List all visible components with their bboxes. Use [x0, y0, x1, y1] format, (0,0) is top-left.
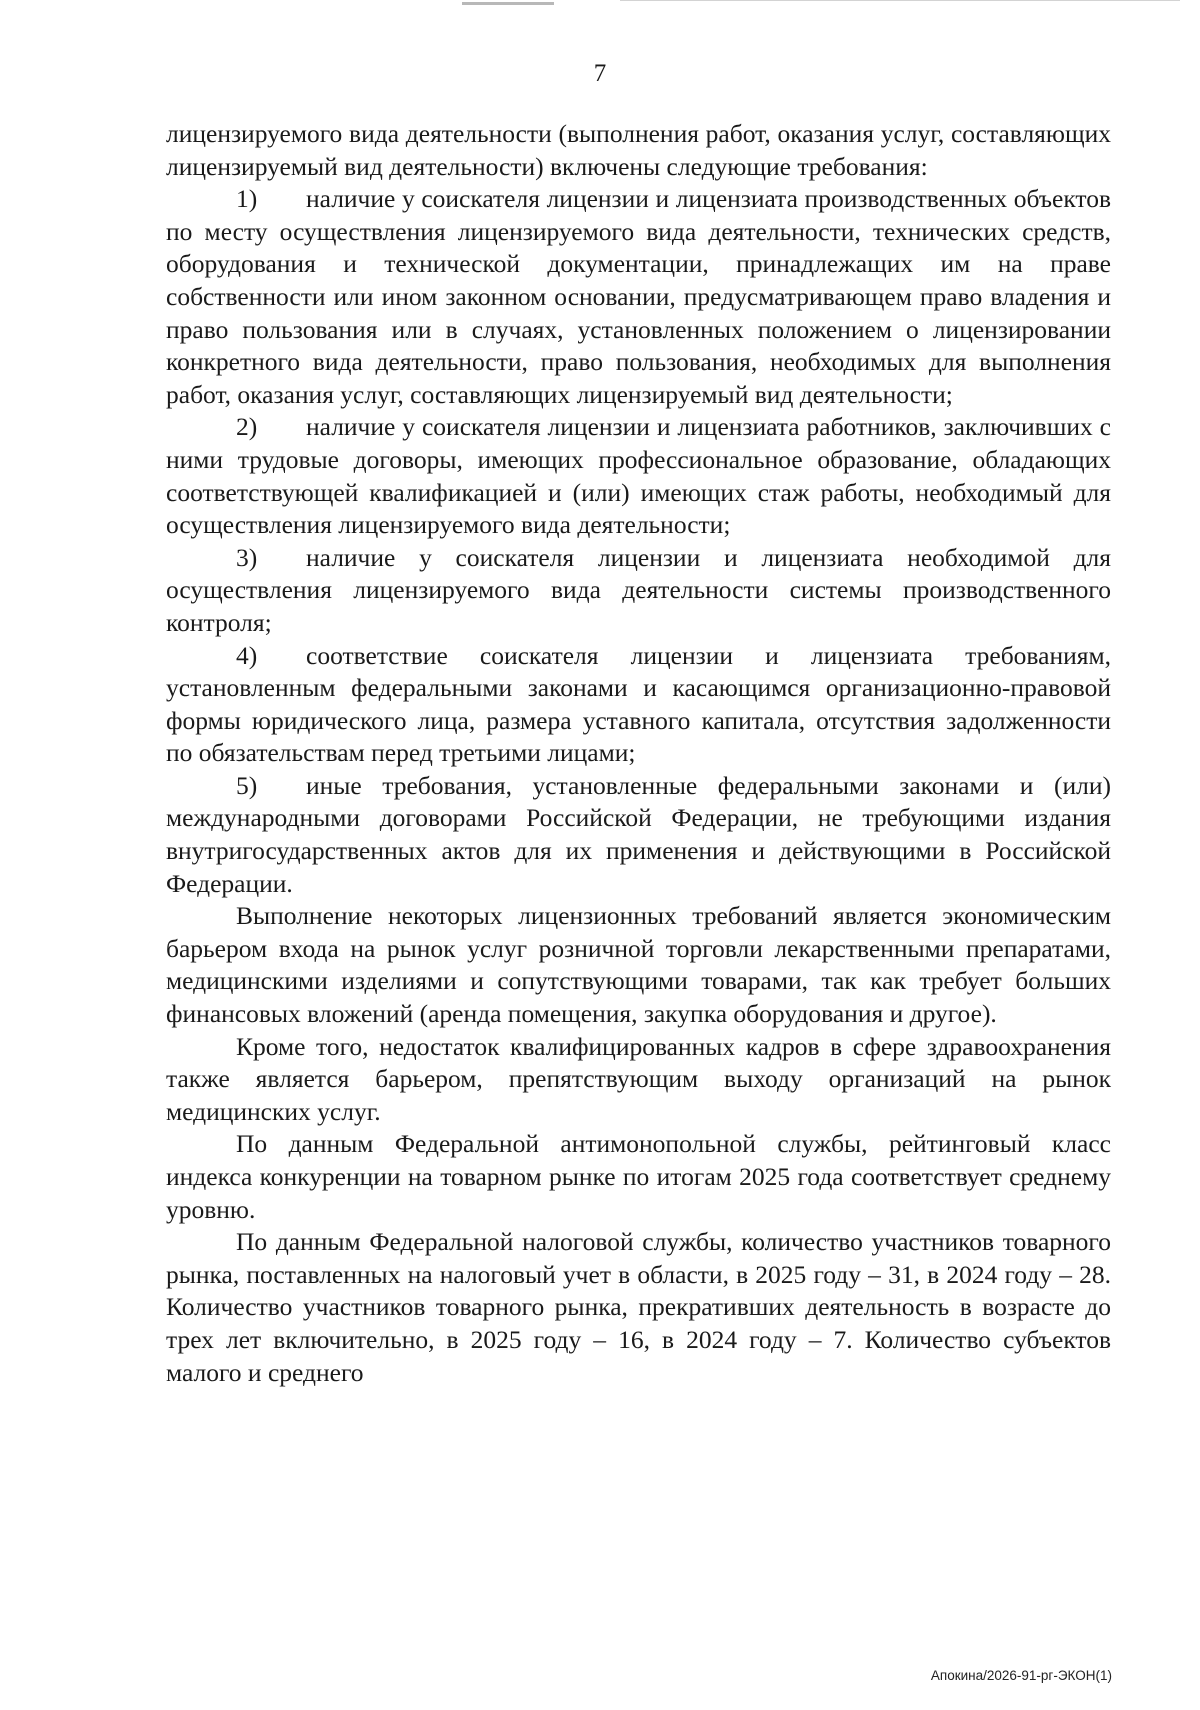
document-footer-code: Апокина/2026-91-рг-ЭКОН(1): [930, 1668, 1112, 1683]
list-item: [166, 770, 1111, 900]
list-item-number: 2): [236, 412, 258, 442]
list-item-text: наличие у соискателя лицензии и лицензиата производственных объектов по месту осуществления лицензируемого вида деятельности, технических средств, оборудования и технической документации, принадлежащих им на праве собственности или ином законном основании, предусматривающем право владения и право пользования или в случаях, установленных положением о лицензировании конкретного вида деятельности, право пользования, необходимых для выполнения работ, оказания услуг, составляющих лицензируемый вид деятельности;: [166, 184, 1111, 409]
list-item: [166, 640, 1111, 770]
paragraph-fns: По данным Федеральной налоговой службы, количество участников товарного рынка, поставленных на налоговый учет в области, в 2025 году – 31, в 2024 году – 28. Количество участников товарного рынка, прекративших деятельность в возрасте до трех лет включительно, в 2025 году – 16, в 2024 году – 7. Количество субъектов малого и среднего: [166, 1227, 1111, 1387]
paragraph-barrier: Выполнение некоторых лицензионных требований является экономическим барьером входа на рынок услуг розничной торговли лекарственными препаратами, медицинскими изделиями и сопутствующими товарами, так как требует больших финансовых вложений (аренда помещения, закупка оборудования и другое).: [166, 901, 1111, 1029]
paragraph-staff: Кроме того, недостаток квалифицированных кадров в сфере здравоохранения также является барьером, препятствующим выходу организаций на рынок медицинских услуг.: [166, 1031, 1111, 1126]
list-item-number: 3): [236, 542, 258, 572]
page-number: 7: [593, 60, 607, 87]
paragraph-fas: По данным Федеральной антимонопольной службы, рейтинговый класс индекса конкуренции на товарном рынке по итогам 2025 года соответствует среднему уровню.: [166, 1129, 1111, 1224]
document-body: [166, 118, 1111, 1389]
scan-mark: [462, 2, 554, 5]
list-item: [166, 183, 1111, 411]
list-item: [166, 411, 1111, 541]
list-item-text: соответствие соискателя лицензии и лицензиата требованиям, установленным федеральными законами и касающимся организационно-правовой формы юридического лица, размера уставного капитала, отсутствия задолженности по обязательствам перед третьими лицами;: [166, 640, 1111, 768]
list-item-number: 4): [236, 640, 258, 670]
list-item-text: наличие у соискателя лицензии и лицензиата необходимой для осуществления лицензируемого вида деятельности системы производственного контроля;: [166, 542, 1111, 637]
list-item-number: 1): [236, 184, 258, 214]
scan-edge-line: [620, 0, 1180, 1]
list-item-number: 5): [236, 770, 258, 800]
list-item-text: наличие у соискателя лицензии и лицензиата работников, заключивших с ними трудовые договоры, имеющих профессиональное образование, обладающих соответствующей квалификацией и (или) имеющих стаж работы, необходимый для осуществления лицензируемого вида деятельности;: [166, 412, 1111, 540]
scan-artifact: [0, 0, 1200, 8]
list-item-text: иные требования, установленные федеральными законами и (или) международными договорами Российской Федерации, не требующими издания внутригосударственных актов для их применения и действующими в Российской Федерации.: [166, 770, 1111, 898]
list-item: [166, 542, 1111, 640]
paragraph-intro: лицензируемого вида деятельности (выполнения работ, оказания услуг, составляющих лицензируемый вид деятельности) включены следующие требования:: [166, 119, 1111, 181]
